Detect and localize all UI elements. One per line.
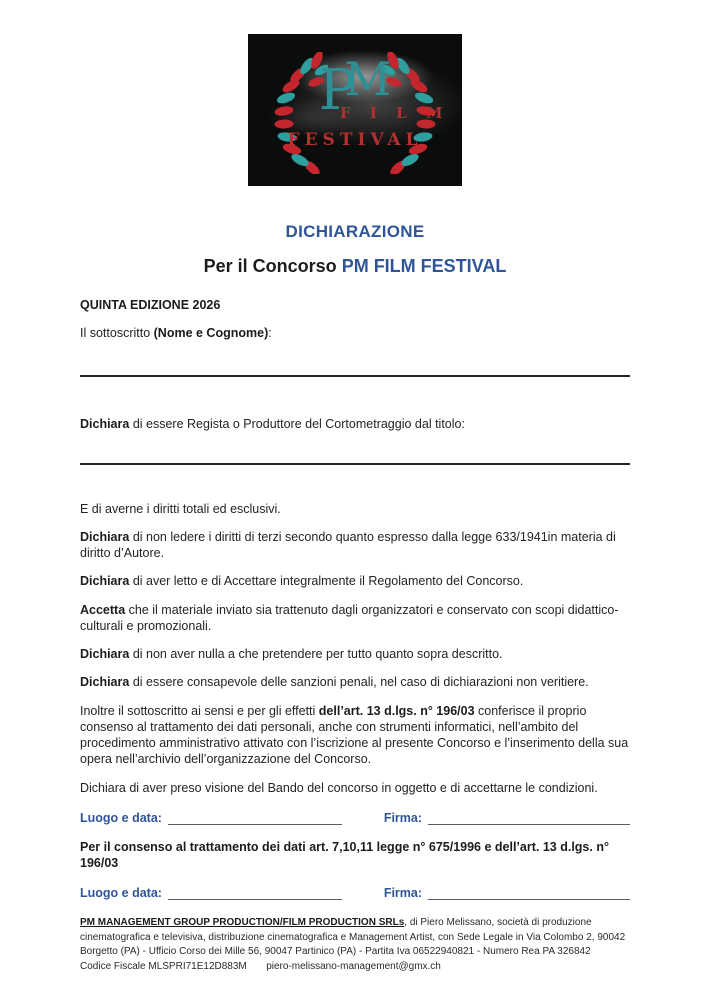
paragraph-text: di non aver nulla a che pretendere per tutto quanto sopra descritto. xyxy=(129,647,503,661)
signature-row-1 xyxy=(80,810,630,825)
subtitle-festival-name: PM FILM FESTIVAL xyxy=(341,256,507,276)
declaration-paragraph xyxy=(80,529,630,562)
paragraph-lead: Dichiara xyxy=(80,675,130,690)
paragraph-lead: Dichiara xyxy=(80,529,130,544)
company-details: , di Piero Melissano, società di produzione cinematografica e televisiva, distribuzione cinematografica e Management Artist, con Sede Legale in Via Colombo 2, 90042 Borgetto (PA) - Ufficio Corso dei Mille 56, 90047 Partinico (PA) - Partita Iva 06522940821 - Numero Rea PA 326842 Codice Fiscale MLSPRI71E12D883M piero-melissano-management@gmx.ch xyxy=(80,917,628,972)
declaration-paragraph xyxy=(80,646,630,662)
logo-letter-p: P xyxy=(318,58,355,123)
document-subtitle xyxy=(0,256,710,277)
subscriber-prefix: Il sottoscritto xyxy=(80,326,154,340)
signature-row-2 xyxy=(80,885,630,900)
logo-film-text: F I L M xyxy=(340,104,450,122)
paragraph-text: E di averne i diritti totali ed esclusivi. xyxy=(80,501,281,516)
logo-festival-text: FESTIVAL xyxy=(287,130,423,150)
declaration-paragraph xyxy=(80,674,630,690)
name-fill-line xyxy=(80,375,630,377)
paragraph-lead: Dichiara xyxy=(80,647,130,661)
titolo-lead: Dichiara xyxy=(80,417,130,432)
paragraph-text: di essere consapevole delle sanzioni penali, nel caso di dichiarazioni non veritiere. xyxy=(129,675,589,690)
edition-line: QUINTA EDIZIONE 2026 xyxy=(80,298,221,312)
declaration-paragraph xyxy=(80,501,630,517)
bando-paragraph: Dichiara di aver preso visione del Bando del concorso in oggetto e di accettarne le condizioni. xyxy=(80,780,598,795)
logo-letter-m: M xyxy=(344,52,392,106)
pm-film-festival-logo xyxy=(248,34,462,186)
firma-label: Firma: xyxy=(383,886,423,901)
titolo-line xyxy=(80,416,630,432)
luogo-data-fill-line xyxy=(168,885,342,900)
company-footer xyxy=(80,916,630,974)
declaration-paragraph xyxy=(80,602,630,635)
firma-fill-line xyxy=(428,810,630,825)
luogo-data-fill-line xyxy=(168,810,342,825)
privacy-law-ref: dell’art. 13 d.lgs. n° 196/03 xyxy=(318,703,475,718)
paragraph-text: di non ledere i diritti di terzi secondo quanto espresso dalla legge 633/1941in materia di diritto d’Autore. xyxy=(80,529,616,560)
paragraph-lead: Dichiara xyxy=(80,574,130,589)
firma-label: Firma: xyxy=(383,810,423,825)
company-name: PM MANAGEMENT GROUP PRODUCTION/FILM PRODUCTION SRLs xyxy=(80,917,405,929)
logo-wordmark xyxy=(248,34,462,186)
title-fill-line xyxy=(80,463,630,465)
declaration-paragraph xyxy=(80,573,630,589)
paragraph-text: che il materiale inviato sia trattenuto dagli organizzatori e conservato con scopi didattico-culturali e promozionali. xyxy=(80,602,619,633)
paragraph-lead: Accetta xyxy=(80,602,126,617)
consent-heading: Per il consenso al trattamento dei dati art. 7,10,11 legge n° 675/1996 e dell’art. 13 d.lgs. n° 196/03 xyxy=(80,839,609,870)
subscriber-suffix: : xyxy=(268,326,272,340)
document-title: DICHIARAZIONE xyxy=(285,222,425,241)
paragraph-text: di aver letto e di Accettare integralmente il Regolamento del Concorso. xyxy=(129,574,524,589)
subscriber-line xyxy=(80,325,630,341)
subtitle-black: Per il Concorso xyxy=(203,256,342,276)
titolo-text: di essere Regista o Produttore del Cortometraggio dal titolo: xyxy=(129,417,465,432)
privacy-post: conferisce il proprio consenso al trattamento dei dati personali, anche con strumenti informatici, nell’ambito del procedimento amministrativo attivato con l’iscrizione al presente Concorso e l’inserimento della sua opera nell’archivio dell’organizzazione del Concorso. xyxy=(80,703,629,767)
privacy-paragraph xyxy=(80,703,630,768)
subscriber-name-label: (Nome e Cognome) xyxy=(153,326,269,340)
firma-fill-line xyxy=(428,885,630,900)
privacy-pre: Inoltre il sottoscritto ai sensi e per gli effetti xyxy=(80,703,319,718)
luogo-data-label: Luogo e data: xyxy=(80,810,162,825)
luogo-data-label: Luogo e data: xyxy=(80,886,162,901)
